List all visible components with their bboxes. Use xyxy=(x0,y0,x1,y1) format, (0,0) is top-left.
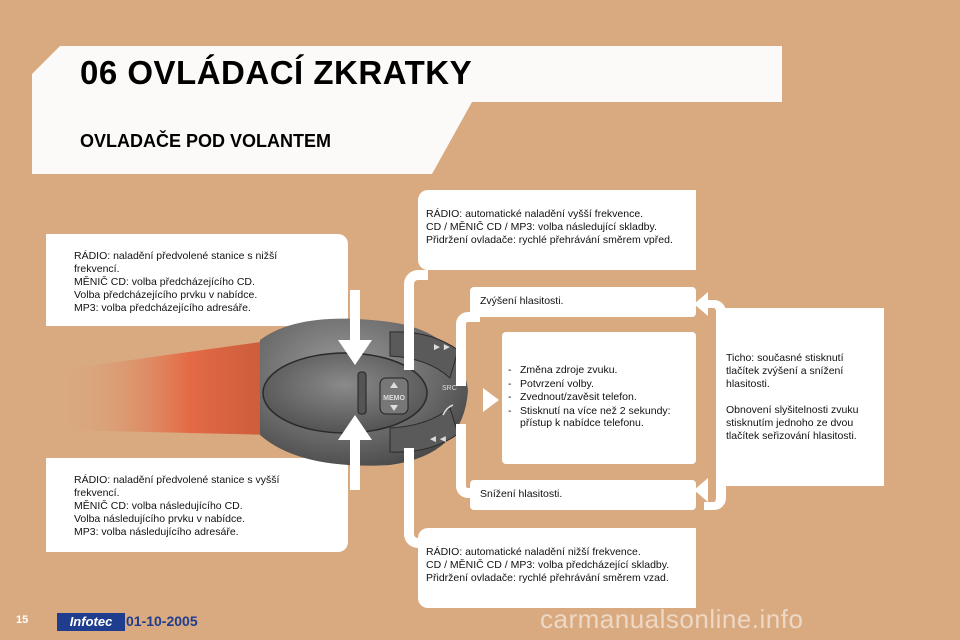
list-item: - Potvrzení volby. xyxy=(506,378,690,391)
connector-volume-down xyxy=(456,424,480,498)
source-button-functions xyxy=(506,364,690,430)
info-box-next-preset: RÁDIO: naladění předvolené stanice s vyšší frekvencí. MĚNIČ CD: volba následujícího CD. Volba následujícího prvku v nabídce. MP3: volba následujícího adresáře. xyxy=(46,458,348,552)
arrow-right-icon xyxy=(483,388,499,412)
fast-forward-icon: ►► xyxy=(432,342,452,353)
info-box-previous-preset: RÁDIO: naladění předvolené stanice s nižší frekvencí. MĚNIČ CD: volba předcházejícího CD. Volba předcházejícího prvku v nabídce. MP3: volba předcházejícího adresáře. xyxy=(46,234,348,326)
page-number: 15 xyxy=(16,614,29,626)
list-item: - Zvednout/zavěsit telefon. xyxy=(506,391,690,404)
arrow-left-icon xyxy=(694,478,708,502)
arrow-left-icon xyxy=(694,292,708,316)
print-date: 01-10-2005 xyxy=(126,613,198,629)
info-box-seek-up: RÁDIO: automatické naladění vyšší frekvence. CD / MĚNIČ CD / MP3: volba následující skladby. Přidržení ovladače: rychlé přehrávání směrem vpřed. xyxy=(418,190,696,270)
infotec-logo: Infotec xyxy=(57,613,125,631)
connector-volume-up xyxy=(456,312,480,386)
volume-up-text: Zvýšení hlasitosti. xyxy=(480,295,564,307)
rewind-icon: ◄◄ xyxy=(428,434,448,445)
list-item: - Stisknutí na více než 2 sekundy: přístup k nabídce telefonu. xyxy=(506,405,690,430)
info-box-volume-up xyxy=(470,287,696,317)
watermark: carmanualsonline.info xyxy=(540,604,804,634)
src-label: SRC xyxy=(442,385,457,392)
volume-down-text: Snížení hlasitosti. xyxy=(480,488,563,500)
stalk-shaft xyxy=(60,340,275,435)
section-title: OVLADAČE POD VOLANTEM xyxy=(80,131,332,151)
memo-label: MEMO xyxy=(383,395,405,402)
info-box-mute: Ticho: současné stisknutí tlačítek zvýšení a snížení hlasitosti. Obnovení slyšitelnosti zvuku stisknutím jednoho ze dvou tlačítek seřizování hlasitosti. xyxy=(718,308,884,486)
list-item: - Změna zdroje zvuku. xyxy=(506,364,690,377)
connector-seek-up xyxy=(404,270,428,370)
page-title: 06 OVLÁDACÍ ZKRATKY xyxy=(80,54,473,91)
thumbwheel[interactable] xyxy=(358,372,366,414)
connector-seek-down xyxy=(404,448,428,548)
info-box-source-button xyxy=(502,332,696,464)
info-box-seek-down: RÁDIO: automatické naladění nižší frekvence. CD / MĚNIČ CD / MP3: volba předcházející skladby. Přidržení ovladače: rychlé přehrávání směrem vzad. xyxy=(418,528,696,608)
info-box-volume-down xyxy=(470,480,696,510)
